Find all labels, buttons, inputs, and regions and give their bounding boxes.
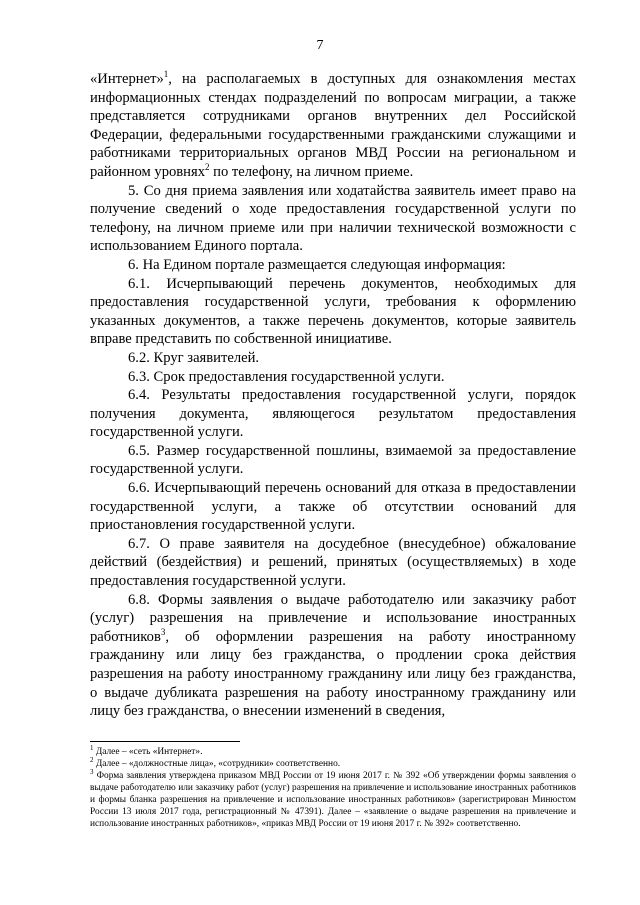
paragraph-6: 6. На Едином портале размещается следующая информация: (128, 256, 506, 273)
footnote-ref-2: 2 (205, 162, 210, 173)
footnote-ref-1: 1 (163, 69, 169, 80)
footnote-ref-3: 3 (160, 626, 166, 637)
footnote-2: $^2$ Далее – «должностные лица», «сотрудники» соответственно. (90, 755, 341, 769)
footnote-3: $^3$ Форма заявления утверждена приказом МВД России от 19 июня 2017 г. № 392 «Об утверждении формы заявления о выдаче работодателю или заказчику работ (услуг) разрешения на привлечение и использование иностранных работников и формы бланка разрешения на привлечение и использование иностранных работников» (зарегистрирован Минюстом России 13 июля 2017 года, регистрационный № 47391). Далее – «заявление о выдаче разрешения на привлечение и использование иностранных работников», «приказ МВД России от 19 июня 2017 г. № 392» соответственно. (90, 767, 576, 829)
paragraph-6-6: 6.6. Исчерпывающий перечень оснований для отказа в предоставлении государственной услуги, а также об отсутствии оснований для приостановления государственной услуги. (90, 480, 576, 534)
paragraph-6-8: 6.8. Формы заявления о выдаче работодателю или заказчику работ (услуг) разрешения на привлечение и использование иностранных работников$^3$, об оформлении разрешения на работу иностранному гражданину или лицу без гражданства, о продлении срока действия разрешения на работу иностранному гражданину или лицу без гражданства, о выдаче дубликата разрешения на работу иностранному гражданину или лицу без гражданства, о внесении изменений в сведения, (90, 591, 576, 720)
footnote-divider (90, 741, 240, 742)
footnote-1: $^1$ Далее – «сеть «Интернет». (90, 743, 203, 757)
paragraph-5: 5. Со дня приема заявления или ходатайства заявитель имеет право на получение сведений о ходе предоставления государственной услуги по телефону, на личном приеме или при наличии технической возможности с использованием Единого портала. (90, 182, 576, 255)
paragraph-6-1: 6.1. Исчерпывающий перечень документов, необходимых для предоставления государственной услуги, требования к оформлению указанных документов, а также перечень документов, которые заявитель вправе представить по собственной инициативе. (90, 275, 576, 348)
page-number: 7 (316, 38, 324, 53)
paragraph-6-5: 6.5. Размер государственной пошлины, взимаемой за предоставление государственной услуги. (90, 442, 576, 478)
paragraph-6-7: 6.7. О праве заявителя на досудебное (внесудебное) обжалование действий (бездействия) и решений, принятых (осуществляемых) в ходе предоставления государственной услуги. (90, 535, 576, 590)
paragraph-6-3: 6.3. Срок предоставления государственной услуги. (128, 368, 445, 385)
paragraph-6-4: 6.4. Результаты предоставления государственной услуги, порядок получения документа, являющегося результатом предоставления государственной услуги. (90, 387, 576, 441)
document-body (90, 70, 576, 721)
paragraph-6-2: 6.2. Круг заявителей. (128, 349, 260, 366)
footnotes (90, 743, 576, 830)
paragraph-information-sources: «Интернет»$^1$, на располагаемых в доступных для ознакомления местах информационных стендах подразделений по вопросам миграции, а также представляется сотрудниками органов внутренних дел Российской Федерации, федеральными государственными гражданскими служащими и работниками территориальных органов МВД России на региональном и районном уровнях$^2$ по телефону, на личном приеме. (90, 69, 576, 180)
